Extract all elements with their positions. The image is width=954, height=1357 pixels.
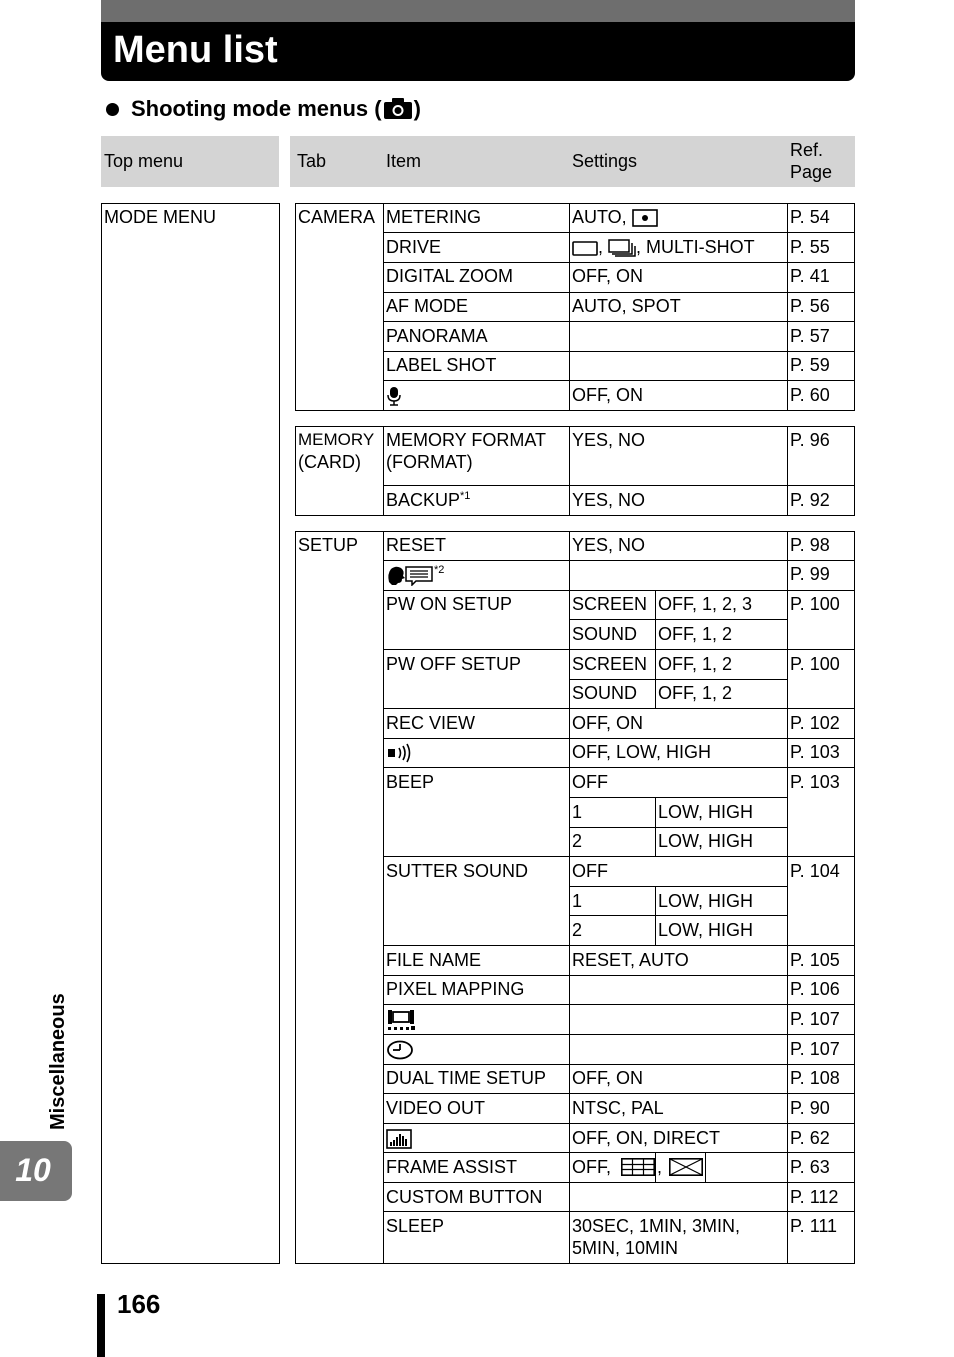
settings-rec-view: OFF, ON xyxy=(572,713,643,733)
ref-record-sound: P. 60 xyxy=(790,385,830,405)
page-title: Menu list xyxy=(113,29,278,71)
ref-histogram: P. 62 xyxy=(790,1128,830,1148)
item-language xyxy=(384,561,444,586)
item-digital-zoom: DIGITAL ZOOM xyxy=(386,266,514,286)
ref-dual-time-setup: P. 108 xyxy=(790,1068,840,1088)
page-number: 166 xyxy=(117,1289,161,1319)
ref-af-mode: P. 56 xyxy=(790,296,830,316)
settings-volume: OFF, LOW, HIGH xyxy=(572,742,712,762)
page-number-bar xyxy=(97,1294,105,1357)
column-header-tab: Tab xyxy=(297,151,327,171)
ref-pw-off-setup: P. 100 xyxy=(790,654,840,674)
ref-reset: P. 98 xyxy=(790,535,830,555)
settings-sleep-cont: 5MIN, 10MIN xyxy=(572,1238,679,1258)
section-title-text: Shooting mode menus ( xyxy=(131,96,382,121)
settings-beep-off: OFF xyxy=(572,772,608,792)
sub-label-2: 2 xyxy=(572,831,583,851)
sub-value-sound: OFF, 1, 2 xyxy=(658,683,733,703)
histogram-icon xyxy=(386,1129,412,1149)
ref-pw-on-setup: P. 100 xyxy=(790,594,840,614)
item-rec-view: REC VIEW xyxy=(386,713,476,733)
sub-label-screen: SCREEN xyxy=(572,654,648,674)
ref-shutter-sound: P. 104 xyxy=(790,861,840,881)
settings-backup: YES, NO xyxy=(572,490,646,510)
column-header-top-menu xyxy=(101,136,279,187)
item-sleep: SLEEP xyxy=(386,1216,445,1236)
column-header-settings: Settings xyxy=(572,151,638,171)
item-record-sound xyxy=(384,382,402,406)
tab-memory-card: (CARD) xyxy=(298,452,361,472)
column-header-ref: Ref. xyxy=(790,140,824,160)
item-custom-button: CUSTOM BUTTON xyxy=(386,1187,543,1207)
sub-label-sound: SOUND xyxy=(572,683,638,703)
settings-frame-assist-separator: , xyxy=(657,1157,663,1177)
monitor-brightness-icon xyxy=(386,1009,416,1031)
spot-metering-icon xyxy=(632,209,658,227)
item-frame-assist: FRAME ASSIST xyxy=(386,1157,518,1177)
ref-volume: P. 103 xyxy=(790,742,840,762)
sub-value-1: LOW, HIGH xyxy=(658,891,754,911)
language-icon xyxy=(386,564,434,586)
item-monitor-brightness xyxy=(384,1006,416,1031)
item-pixel-mapping: PIXEL MAPPING xyxy=(386,979,525,999)
item-clock xyxy=(384,1036,414,1060)
section-heading xyxy=(106,94,421,124)
ref-metering: P. 54 xyxy=(790,207,830,227)
footnote-marker: *1 xyxy=(460,490,471,502)
sub-value-2: LOW, HIGH xyxy=(658,920,754,940)
clock-icon xyxy=(386,1040,414,1060)
sub-value-screen: OFF, 1, 2 xyxy=(658,654,733,674)
settings-memory-format: YES, NO xyxy=(572,430,646,450)
ref-drive: P. 55 xyxy=(790,237,830,257)
ref-beep: P. 103 xyxy=(790,772,840,792)
item-memory-format: MEMORY FORMAT xyxy=(386,430,547,450)
ref-digital-zoom: P. 41 xyxy=(790,266,830,286)
item-backup: BACKUP$^{*1}$ xyxy=(386,490,471,510)
sub-value-sound: OFF, 1, 2 xyxy=(658,624,733,644)
item-pw-on-setup: PW ON SETUP xyxy=(386,594,513,614)
settings-metering: AUTO, xyxy=(570,204,658,228)
item-histogram xyxy=(384,1125,412,1149)
footnote-marker: *2 xyxy=(434,564,445,576)
ref-clock: P. 107 xyxy=(790,1039,840,1059)
ref-frame-assist: P. 63 xyxy=(790,1157,830,1177)
settings-frame-assist: OFF, xyxy=(572,1157,611,1177)
ref-label-shot: P. 59 xyxy=(790,355,830,375)
column-header-group xyxy=(290,136,855,187)
settings-record-sound: OFF, ON xyxy=(572,385,643,405)
speaker-volume-icon xyxy=(386,743,414,763)
item-panorama: PANORAMA xyxy=(386,326,488,346)
ref-sleep: P. 111 xyxy=(790,1216,838,1236)
chapter-number: 10 xyxy=(15,1152,51,1188)
camera-icon xyxy=(383,98,413,120)
settings-digital-zoom: OFF, ON xyxy=(572,266,643,286)
ref-panorama: P. 57 xyxy=(790,326,830,346)
item-volume xyxy=(384,739,414,763)
chapter-label: Miscellaneous xyxy=(47,993,69,1130)
item-video-out: VIDEO OUT xyxy=(386,1098,486,1118)
header-stripe xyxy=(101,0,855,22)
settings-shutter-off: OFF xyxy=(572,861,608,881)
settings-file-name: RESET, AUTO xyxy=(572,950,689,970)
item-shutter-sound: SUTTER SOUND xyxy=(386,861,529,881)
bullet-icon xyxy=(106,103,119,116)
settings-drive: , , MULTI-SHOT xyxy=(570,234,755,258)
ref-pixel-mapping: P. 106 xyxy=(790,979,840,999)
item-memory-format-sub: (FORMAT) xyxy=(386,452,473,472)
column-header-page: Page xyxy=(790,162,833,182)
tab-setup: SETUP xyxy=(298,535,359,555)
item-pw-off-setup: PW OFF SETUP xyxy=(386,654,521,674)
ref-rec-view: P. 102 xyxy=(790,713,840,733)
column-header-label: Top menu xyxy=(104,151,184,171)
item-af-mode: AF MODE xyxy=(386,296,469,316)
settings-dual-time-setup: OFF, ON xyxy=(572,1068,643,1088)
settings-histogram: OFF, ON, DIRECT xyxy=(572,1128,720,1148)
sub-value-screen: OFF, 1, 2, 3 xyxy=(658,594,753,614)
item-dual-time-setup: DUAL TIME SETUP xyxy=(386,1068,547,1088)
sub-value-1: LOW, HIGH xyxy=(658,802,754,822)
page-header xyxy=(101,0,855,81)
item-label-shot: LABEL SHOT xyxy=(386,355,497,375)
item-file-name: FILE NAME xyxy=(386,950,482,970)
settings-sleep: 30SEC, 1MIN, 3MIN, xyxy=(572,1216,741,1236)
ref-custom-button: P. 112 xyxy=(790,1187,839,1207)
column-header-item: Item xyxy=(386,151,422,171)
ref-video-out: P. 90 xyxy=(790,1098,830,1118)
ref-memory-format: P. 96 xyxy=(790,430,830,450)
sub-label-screen: SCREEN xyxy=(572,594,648,614)
sub-label-sound: SOUND xyxy=(572,624,638,644)
item-metering: METERING xyxy=(386,207,482,227)
section-title-close: ) xyxy=(413,96,421,121)
single-frame-icon xyxy=(572,240,598,256)
settings-af-mode: AUTO, SPOT xyxy=(572,296,681,316)
ref-file-name: P. 105 xyxy=(790,950,840,970)
sequential-shooting-icon xyxy=(608,239,636,257)
ref-monitor-brightness: P. 107 xyxy=(790,1009,840,1029)
sub-label-1: 1 xyxy=(572,891,583,911)
sub-label-1: 1 xyxy=(572,802,583,822)
tab-camera: CAMERA xyxy=(298,207,376,227)
settings-reset: YES, NO xyxy=(572,535,646,555)
tab-memory: MEMORY xyxy=(298,430,375,449)
diagonal-lines-icon xyxy=(669,1158,703,1176)
item-drive: DRIVE xyxy=(386,237,442,257)
settings-video-out: NTSC, PAL xyxy=(572,1098,664,1118)
top-menu-box xyxy=(101,203,280,1264)
sub-value-2: LOW, HIGH xyxy=(658,831,754,851)
item-reset: RESET xyxy=(386,535,447,555)
item-beep: BEEP xyxy=(386,772,435,792)
top-menu-label: MODE MENU xyxy=(104,207,216,227)
grid-lines-icon xyxy=(621,1158,655,1176)
microphone-icon xyxy=(386,386,402,406)
ref-backup: P. 92 xyxy=(790,490,830,510)
ref-language: P. 99 xyxy=(790,564,830,584)
sub-label-2: 2 xyxy=(572,920,583,940)
